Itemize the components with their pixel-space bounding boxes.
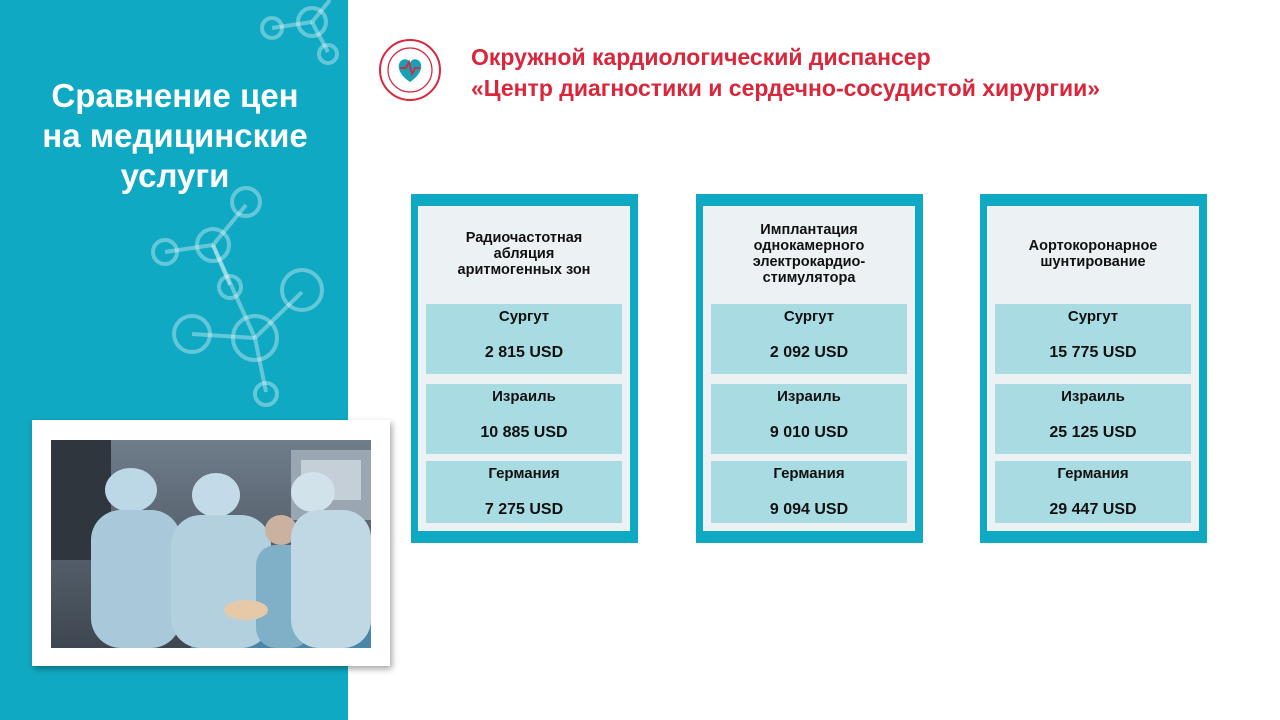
- heart-cardiology-logo-icon: [378, 38, 442, 102]
- city-label: Германия: [488, 465, 560, 482]
- procedure-title-line: Имплантация: [760, 222, 858, 238]
- procedure-title-line: шунтирование: [1040, 254, 1146, 270]
- price-card-inner: [987, 206, 1199, 531]
- price-card-bypass: [980, 194, 1207, 543]
- procedure-title-line: аритмогенных зон: [457, 262, 591, 278]
- price-value: 2 815 USD: [484, 344, 564, 361]
- surgery-team-photo: [51, 440, 371, 648]
- surgery-photo-frame: [32, 420, 390, 666]
- procedure-title-line: стимулятора: [762, 270, 856, 286]
- price-value: 9 010 USD: [769, 424, 849, 441]
- price-card-inner: [418, 206, 630, 531]
- price-value: 25 125 USD: [1049, 424, 1137, 441]
- price-card-pacemaker: [696, 194, 923, 543]
- price-box-israel: [426, 384, 622, 454]
- slide-title-line-2: на медицинские: [42, 117, 308, 154]
- price-box-surgut: [711, 304, 907, 374]
- price-box-germany: [426, 461, 622, 523]
- city-label: Сургут: [498, 308, 550, 325]
- price-box-germany: [711, 461, 907, 523]
- price-value: 7 275 USD: [484, 501, 564, 518]
- procedure-title-line: однокамерного: [753, 238, 865, 254]
- price-box-surgut: [426, 304, 622, 374]
- price-value: 10 885 USD: [480, 424, 568, 441]
- city-label: Сургут: [783, 308, 835, 325]
- procedure-title-line: Радиочастотная: [465, 230, 583, 246]
- slide-title: [20, 76, 330, 196]
- price-card-inner: [703, 206, 915, 531]
- procedure-title-line: электрокардио-: [752, 254, 866, 270]
- city-label: Сургут: [1067, 308, 1119, 325]
- price-card-ablation: [411, 194, 638, 543]
- price-value: 29 447 USD: [1049, 501, 1137, 518]
- procedure-title: [987, 206, 1199, 302]
- price-value: 2 092 USD: [769, 344, 849, 361]
- city-label: Германия: [1057, 465, 1129, 482]
- price-value: 9 094 USD: [769, 501, 849, 518]
- city-label: Германия: [773, 465, 845, 482]
- price-box-israel: [995, 384, 1191, 454]
- slide-title-line-1: Сравнение цен: [51, 77, 299, 114]
- organization-title-line-2: «Центр диагностики и сердечно-сосудистой хирургии»: [471, 75, 1101, 101]
- city-label: Израиль: [1061, 388, 1125, 405]
- city-label: Израиль: [777, 388, 841, 405]
- organization-title: [471, 42, 1261, 104]
- organization-title-line-1: Окружной кардиологический диспансер: [471, 44, 931, 70]
- price-value: 15 775 USD: [1049, 344, 1137, 361]
- price-box-surgut: [995, 304, 1191, 374]
- price-box-germany: [995, 461, 1191, 523]
- procedure-title: [418, 206, 630, 302]
- price-box-israel: [711, 384, 907, 454]
- slide-title-line-3: услуги: [120, 157, 230, 194]
- city-label: Израиль: [492, 388, 556, 405]
- procedure-title: [703, 206, 915, 302]
- procedure-title-line: абляция: [493, 246, 555, 262]
- procedure-title-line: Аортокоронарное: [1028, 238, 1158, 254]
